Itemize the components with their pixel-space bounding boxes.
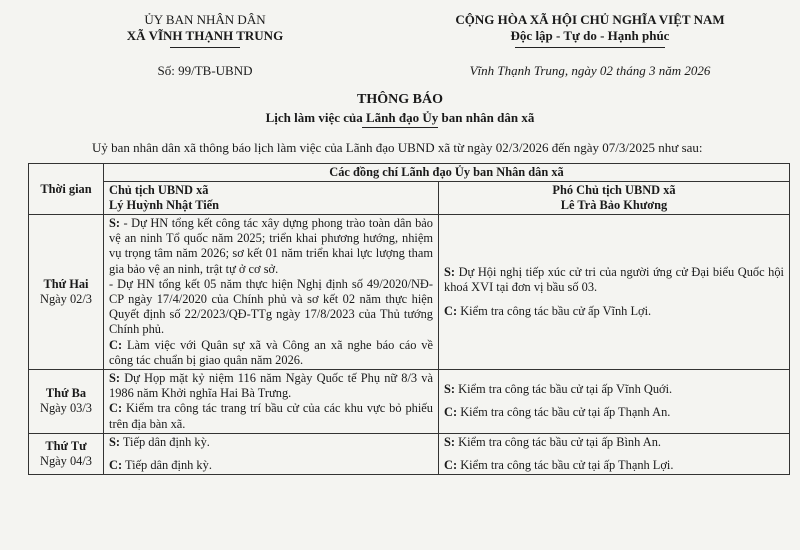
- afternoon-text: Kiểm tra công tác bầu cử ấp Vĩnh Lợi.: [460, 303, 652, 318]
- issuing-authority: [90, 12, 320, 48]
- afternoon-label: C:: [109, 458, 123, 473]
- afternoon-text: Kiểm tra công tác trang trí bầu cử của các khu vực bỏ phiếu trên địa bàn xã.: [109, 401, 433, 431]
- day-name: Thứ Ba: [45, 386, 87, 401]
- morning-text: Kiểm tra công tác bầu cử tại ấp Bình An.: [458, 434, 661, 449]
- motto-underline: [515, 47, 665, 48]
- vice-chairman-schedule-cell: [439, 370, 790, 434]
- morning-label: S:: [109, 371, 121, 386]
- afternoon-label: C:: [444, 405, 458, 420]
- nation-line-2: Độc lập - Tự do - Hạnh phúc: [510, 28, 670, 43]
- vice-chairman-schedule-cell: [439, 215, 790, 370]
- afternoon-label: C:: [444, 303, 458, 318]
- morning-label: S:: [109, 216, 121, 230]
- table-header-row: [29, 164, 790, 182]
- day-cell: [29, 370, 104, 434]
- intro-paragraph: Uỷ ban nhân dân xã thông báo lịch làm việc của Lãnh đạo UBND xã từ ngày 02/3/2026 đến ngày 07/3/2025 như sau:: [92, 140, 703, 155]
- table-row: [29, 370, 790, 434]
- morning-label: S:: [444, 434, 456, 449]
- org-line-1: ỦY BAN NHÂN DÂN: [144, 12, 266, 27]
- afternoon-label: C:: [109, 401, 123, 416]
- chairman-schedule-cell: [104, 215, 439, 370]
- afternoon-text: Kiểm tra công tác bầu cử tại ấp Thạnh Lợi.: [460, 458, 674, 473]
- document-title: THÔNG BÁO: [357, 92, 443, 107]
- day-name: Thứ Hai: [43, 276, 89, 291]
- morning-text: Tiếp dân định kỳ.: [122, 434, 210, 449]
- chairman-schedule-cell: [104, 433, 439, 474]
- vice-chairman-schedule-cell: [439, 433, 790, 474]
- vice-chairman-header: [439, 182, 790, 215]
- national-motto: [400, 12, 780, 48]
- subtitle-underline: [362, 127, 438, 128]
- org-underline: [170, 47, 240, 48]
- chairman-header: [104, 182, 439, 215]
- morning-label: S:: [444, 382, 456, 397]
- table-row: [29, 215, 790, 370]
- day-date: Ngày 03/3: [40, 401, 92, 416]
- day-date: Ngày 02/3: [40, 292, 92, 307]
- afternoon-text: Kiểm tra công tác bầu cử tại ấp Thạnh An.: [460, 405, 671, 420]
- day-date: Ngày 04/3: [40, 454, 92, 469]
- vice-chairman-role: Phó Chủ tịch UBND xã: [552, 183, 676, 197]
- day-cell: [29, 433, 104, 474]
- afternoon-label: C:: [109, 337, 123, 352]
- vice-chairman-name: Lê Trà Bảo Khương: [560, 198, 668, 212]
- leader-header-row: [29, 182, 790, 215]
- day-cell: [29, 215, 104, 370]
- time-header: Thời gian: [29, 164, 104, 215]
- chairman-name: Lý Huỳnh Nhật Tiến: [109, 198, 220, 212]
- morning-text: Dự Họp mặt kỷ niệm 116 năm Ngày Quốc tế Phụ nữ 8/3 và 1986 năm Khởi nghĩa Hai Bà Trưng.: [109, 371, 433, 401]
- morning-text: Kiểm tra công tác bầu cử tại ấp Vĩnh Quới.: [458, 382, 673, 397]
- document-subtitle: Lịch làm việc của Lãnh đạo Ủy ban nhân dân xã: [265, 110, 535, 125]
- morning-text-2: - Dự HN tổng kết 05 năm thực hiện Nghị định số 49/2020/NĐ-CP ngày 17/4/2020 của Chính phủ và sơ kết 02 năm thực hiện Quyết định số 22/2023/QĐ-TTg ngày 17/8/2023 của Thủ tướng Chính phủ.: [109, 276, 433, 337]
- morning-text: - Dự HN tổng kết công tác xây dựng phong trào toàn dân bảo vệ an ninh Tổ quốc năm 2025; triển khai phương hướng, nhiệm vụ trọng tâm năm 2026; sơ kết 01 năm triển khai lực lượng tham gia bảo vệ an ninh, trật tự ở cơ sở.: [109, 216, 433, 276]
- afternoon-text: Làm việc với Quân sự xã và Công an xã nghe báo cáo về công tác chuẩn bị giao quân năm 2026.: [109, 337, 433, 367]
- day-name: Thứ Tư: [45, 438, 87, 453]
- morning-text: Dự Hội nghị tiếp xúc cử tri của người ứng cử Đại biểu Quốc hội khoá XVI tại đơn vị bầu số 03.: [444, 265, 784, 295]
- group-header: Các đồng chí Lãnh đạo Ủy ban Nhân dân xã: [104, 164, 790, 182]
- morning-label: S:: [444, 265, 456, 280]
- schedule-table: [28, 163, 790, 475]
- document-number: Số: 99/TB-UBND: [157, 63, 253, 78]
- afternoon-label: C:: [444, 458, 458, 473]
- chairman-role: Chủ tịch UBND xã: [109, 183, 209, 197]
- org-line-2: XÃ VĨNH THẠNH TRUNG: [126, 28, 284, 43]
- nation-line-1: CỘNG HÒA XÃ HỘI CHỦ NGHĨA VIỆT NAM: [455, 12, 725, 27]
- afternoon-text: Tiếp dân định kỳ.: [124, 458, 212, 473]
- table-row: [29, 433, 790, 474]
- chairman-schedule-cell: [104, 370, 439, 434]
- place-date: Vĩnh Thạnh Trung, ngày 02 tháng 3 năm 2026: [469, 63, 711, 78]
- morning-label: S:: [109, 434, 121, 449]
